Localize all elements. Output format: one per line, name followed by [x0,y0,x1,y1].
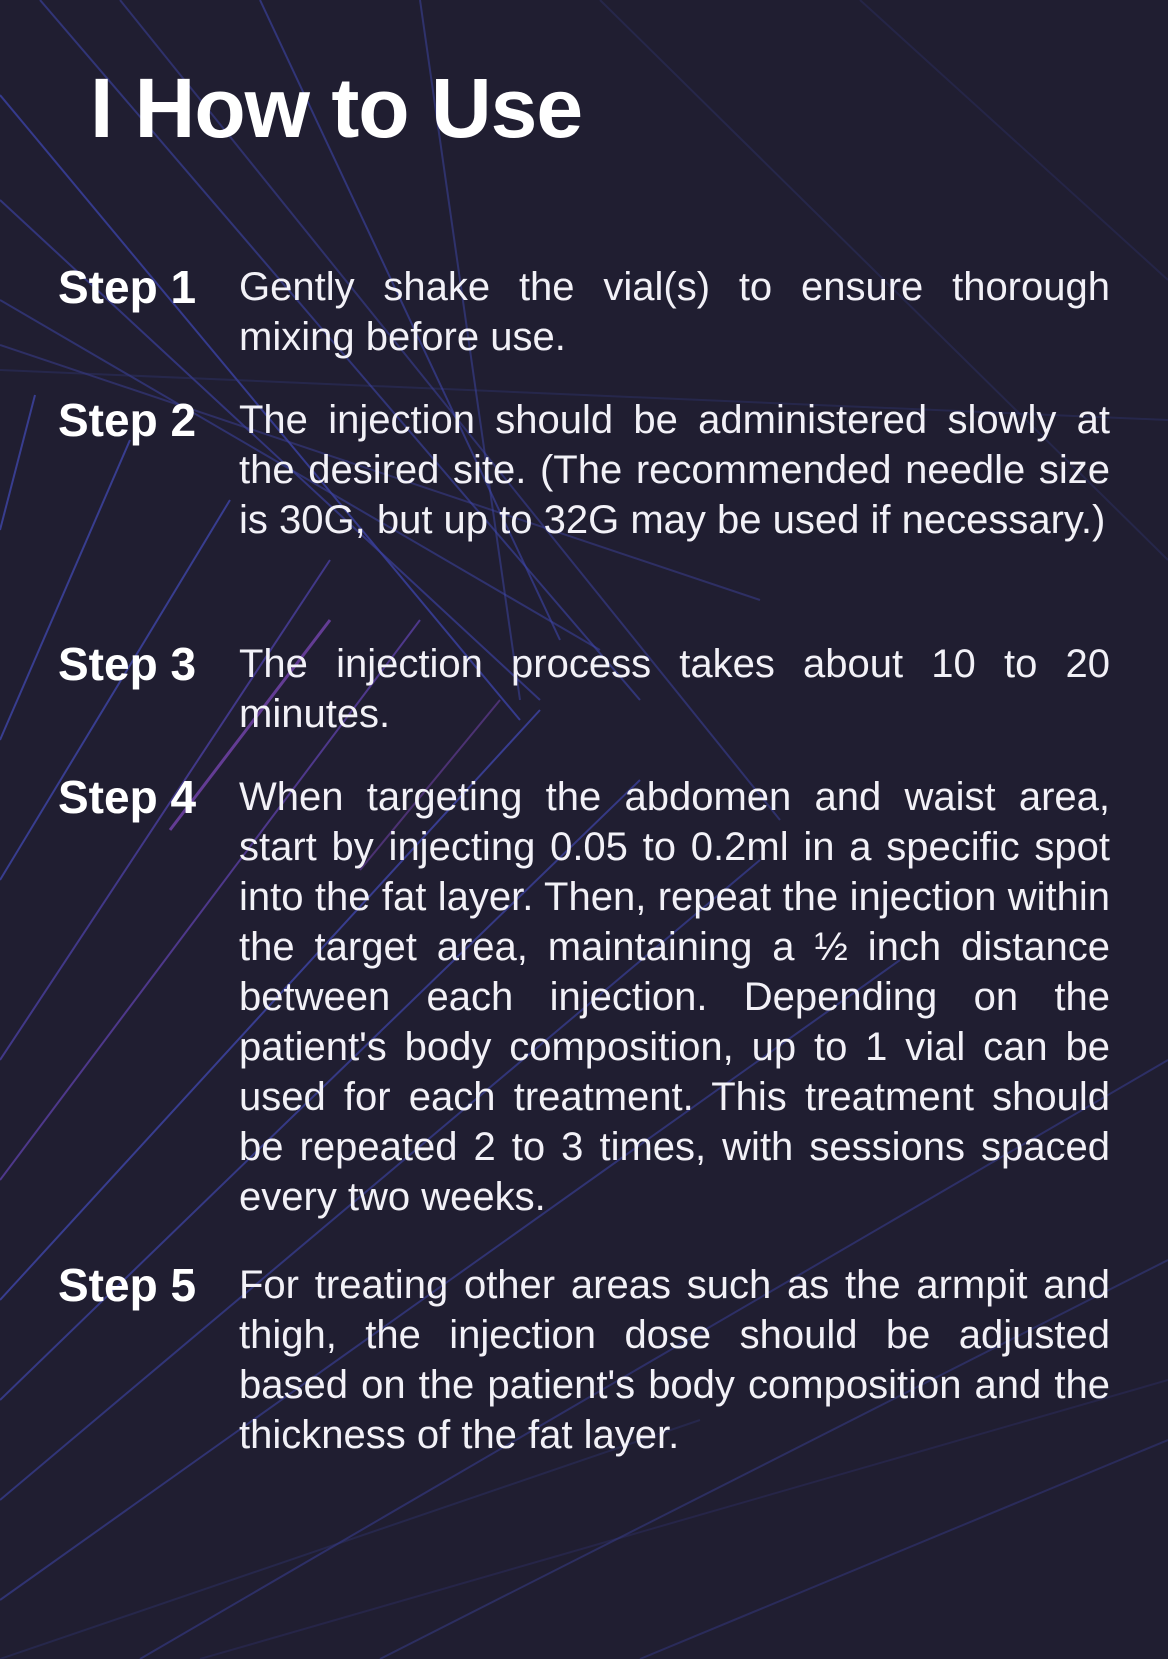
step-text: The injection should be administered slowly at the desired site. (The recommended needle size is 30G, but up to 32G may be used if necessary.) [239,398,1110,542]
step-label: Step 4 [58,771,197,823]
step-label: Step 1 [58,261,197,313]
step-label: Step 3 [58,638,197,690]
step-label: Step 5 [58,1259,197,1311]
step-text: When targeting the abdomen and waist area, start by injecting 0.05 to 0.2ml in a specific spot into the fat layer. Then, repeat the injection within the target area, maintaining a ½ inch distance between each injection. Depending on the patient's body composition, up to 1 vial can be used for each treatment. This treatment should be repeated 2 to 3 times, with sessions spaced every two weeks. [239,775,1110,1219]
step-text: The injection process takes about 10 to 20 minutes. [239,642,1110,736]
step-label: Step 2 [58,394,197,446]
step-text: Gently shake the vial(s) to ensure thorough mixing before use. [239,265,1110,359]
step-text: For treating other areas such as the armpit and thigh, the injection dose should be adjusted based on the patient's body composition and the thickness of the fat layer. [239,1263,1110,1457]
page-title: I How to Use [90,61,583,155]
